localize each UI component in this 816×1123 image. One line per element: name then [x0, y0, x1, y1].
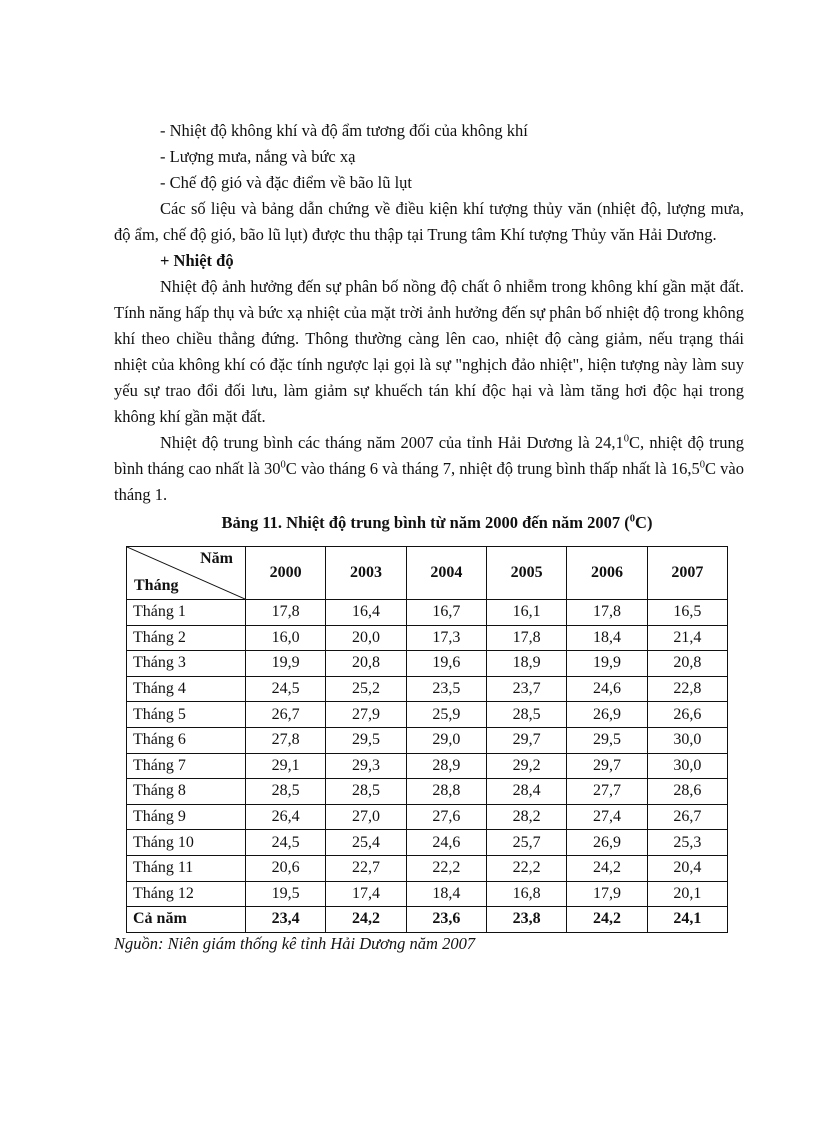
temperature-cell: 28,2: [486, 804, 566, 830]
month-cell: Tháng 11: [127, 855, 246, 881]
temperature-cell: 17,8: [567, 600, 647, 626]
temperature-cell: 17,8: [486, 625, 566, 651]
year-header: 2005: [486, 547, 566, 600]
bullet-item: - Chế độ gió và đặc điểm về bão lũ lụt: [160, 173, 413, 192]
temperature-table: [126, 546, 728, 933]
temperature-cell: 29,0: [406, 727, 486, 753]
temperature-cell: 25,7: [486, 830, 566, 856]
temperature-cell: 16,8: [486, 881, 566, 907]
month-cell: Cả năm: [127, 907, 246, 933]
temperature-cell: 25,4: [326, 830, 406, 856]
year-header: 2004: [406, 547, 486, 600]
table-row: [127, 855, 728, 881]
corner-label-year: Năm: [200, 550, 233, 567]
temperature-cell: 27,6: [406, 804, 486, 830]
temperature-cell: 17,3: [406, 625, 486, 651]
source-note: Nguồn: Niên giám thống kê tỉnh Hải Dương năm 2007: [114, 933, 476, 953]
temperature-cell: 26,7: [246, 702, 326, 728]
table-total-row: [127, 907, 728, 933]
temperature-cell: 24,2: [326, 907, 406, 933]
year-header: 2003: [326, 547, 406, 600]
table-row: [127, 779, 728, 805]
table-row: [127, 600, 728, 626]
temperature-cell: 20,8: [326, 651, 406, 677]
table-body: [127, 600, 728, 933]
temperature-cell: 25,3: [647, 830, 727, 856]
month-cell: Tháng 3: [127, 651, 246, 677]
temperature-cell: 16,0: [246, 625, 326, 651]
temperature-cell: 23,7: [486, 676, 566, 702]
month-cell: Tháng 9: [127, 804, 246, 830]
temperature-cell: 17,8: [246, 600, 326, 626]
temperature-cell: 16,5: [647, 600, 727, 626]
temperature-cell: 18,9: [486, 651, 566, 677]
document-page: [114, 118, 744, 954]
table-row: [127, 727, 728, 753]
table-caption: Bảng 11. Nhiệt độ trung bình từ năm 2000 đến năm 2007 ($^0$C): [221, 513, 653, 532]
section-heading: + Nhiệt độ: [160, 251, 234, 270]
year-header: 2007: [647, 547, 727, 600]
month-cell: Tháng 7: [127, 753, 246, 779]
table-row: [127, 702, 728, 728]
year-header: 2006: [567, 547, 647, 600]
month-cell: Tháng 4: [127, 676, 246, 702]
temperature-cell: 17,4: [326, 881, 406, 907]
temperature-cell: 18,4: [406, 881, 486, 907]
temperature-cell: 23,5: [406, 676, 486, 702]
temperature-cell: 22,7: [326, 855, 406, 881]
table-header-row: [127, 547, 728, 600]
temperature-cell: 27,4: [567, 804, 647, 830]
temperature-cell: 23,6: [406, 907, 486, 933]
temperature-cell: 25,2: [326, 676, 406, 702]
table-row: [127, 753, 728, 779]
temperature-cell: 30,0: [647, 753, 727, 779]
temperature-cell: 27,0: [326, 804, 406, 830]
temperature-cell: 20,4: [647, 855, 727, 881]
temperature-cell: 28,5: [326, 779, 406, 805]
intro-paragraph: Các số liệu và bảng dẫn chứng về điều kiện khí tượng thủy văn (nhiệt độ, lượng mưa, độ ẩm, chế độ gió, bão lũ lụt) được thu thập tại Trung tâm Khí tượng Thủy văn Hải Dương.: [114, 199, 744, 244]
temperature-cell: 26,4: [246, 804, 326, 830]
temperature-cell: 29,5: [326, 727, 406, 753]
temperature-cell: 18,4: [567, 625, 647, 651]
temperature-cell: 29,3: [326, 753, 406, 779]
temperature-cell: 21,4: [647, 625, 727, 651]
temperature-cell: 28,8: [406, 779, 486, 805]
temperature-cell: 25,9: [406, 702, 486, 728]
bullet-item: - Lượng mưa, nắng và bức xạ: [160, 147, 356, 166]
temperature-cell: 27,7: [567, 779, 647, 805]
month-cell: Tháng 1: [127, 600, 246, 626]
temperature-cell: 22,2: [406, 855, 486, 881]
temperature-cell: 29,7: [567, 753, 647, 779]
temperature-cell: 26,9: [567, 702, 647, 728]
table-row: [127, 830, 728, 856]
temperature-cell: 20,6: [246, 855, 326, 881]
corner-label-month: Tháng: [134, 577, 179, 594]
month-cell: Tháng 10: [127, 830, 246, 856]
month-cell: Tháng 5: [127, 702, 246, 728]
temperature-cell: 20,8: [647, 651, 727, 677]
month-cell: Tháng 6: [127, 727, 246, 753]
temperature-paragraph: Nhiệt độ ảnh hưởng đến sự phân bố nồng độ chất ô nhiễm trong không khí gần mặt đất. Tính năng hấp thụ và bức xạ nhiệt của mặt trời ảnh hưởng đến sự phân bố nhiệt độ trong không khí theo chiều thẳng đứng. Thông thường càng lên cao, nhiệt độ càng giảm, nếu trạng thái nhiệt của không khí có đặc tính ngược lại gọi là sự "nghịch đảo nhiệt", hiện tượng này làm suy yếu sự trao đổi đối lưu, làm giảm sự khuếch tán khí độc hại và làm tăng hơi độc hại trong không khí gần mặt đất.: [114, 277, 744, 426]
temperature-cell: 24,6: [567, 676, 647, 702]
temperature-cell: 29,7: [486, 727, 566, 753]
temperature-cell: 26,7: [647, 804, 727, 830]
bullet-item: - Nhiệt độ không khí và độ ẩm tương đối của không khí: [160, 121, 528, 140]
temperature-cell: 19,9: [567, 651, 647, 677]
month-cell: Tháng 2: [127, 625, 246, 651]
temperature-cell: 20,0: [326, 625, 406, 651]
temperature-cell: 19,9: [246, 651, 326, 677]
temperature-cell: 28,6: [647, 779, 727, 805]
summary-paragraph: Nhiệt độ trung bình các tháng năm 2007 của tỉnh Hải Dương là 24,1$^0$C, nhiệt độ trung bình tháng cao nhất là $30^0C$ vào tháng 6 và tháng 7, nhiệt độ trung bình thấp nhất là 16,5$^0$C vào tháng 1.: [114, 433, 744, 504]
table-row: [127, 881, 728, 907]
temperature-cell: 16,7: [406, 600, 486, 626]
temperature-cell: 24,5: [246, 676, 326, 702]
table-row: [127, 804, 728, 830]
temperature-cell: 28,5: [486, 702, 566, 728]
temperature-cell: 22,8: [647, 676, 727, 702]
temperature-cell: 20,1: [647, 881, 727, 907]
temperature-cell: 27,8: [246, 727, 326, 753]
temperature-cell: 22,2: [486, 855, 566, 881]
table-corner-cell: [127, 547, 246, 600]
temperature-cell: 28,9: [406, 753, 486, 779]
month-cell: Tháng 12: [127, 881, 246, 907]
temperature-cell: 27,9: [326, 702, 406, 728]
temperature-cell: 24,1: [647, 907, 727, 933]
table-row: [127, 676, 728, 702]
temperature-cell: 24,6: [406, 830, 486, 856]
table-row: [127, 651, 728, 677]
temperature-cell: 26,6: [647, 702, 727, 728]
temperature-cell: 30,0: [647, 727, 727, 753]
temperature-cell: 29,2: [486, 753, 566, 779]
temperature-cell: 29,5: [567, 727, 647, 753]
temperature-cell: 19,6: [406, 651, 486, 677]
temperature-cell: 23,8: [486, 907, 566, 933]
temperature-cell: 28,4: [486, 779, 566, 805]
temperature-cell: 17,9: [567, 881, 647, 907]
year-header: 2000: [246, 547, 326, 600]
month-cell: Tháng 8: [127, 779, 246, 805]
temperature-cell: 19,5: [246, 881, 326, 907]
temperature-cell: 24,2: [567, 855, 647, 881]
temperature-cell: 24,5: [246, 830, 326, 856]
temperature-cell: 29,1: [246, 753, 326, 779]
table-row: [127, 625, 728, 651]
temperature-cell: 28,5: [246, 779, 326, 805]
temperature-cell: 16,1: [486, 600, 566, 626]
temperature-cell: 16,4: [326, 600, 406, 626]
temperature-cell: 24,2: [567, 907, 647, 933]
temperature-cell: 23,4: [246, 907, 326, 933]
temperature-cell: 26,9: [567, 830, 647, 856]
